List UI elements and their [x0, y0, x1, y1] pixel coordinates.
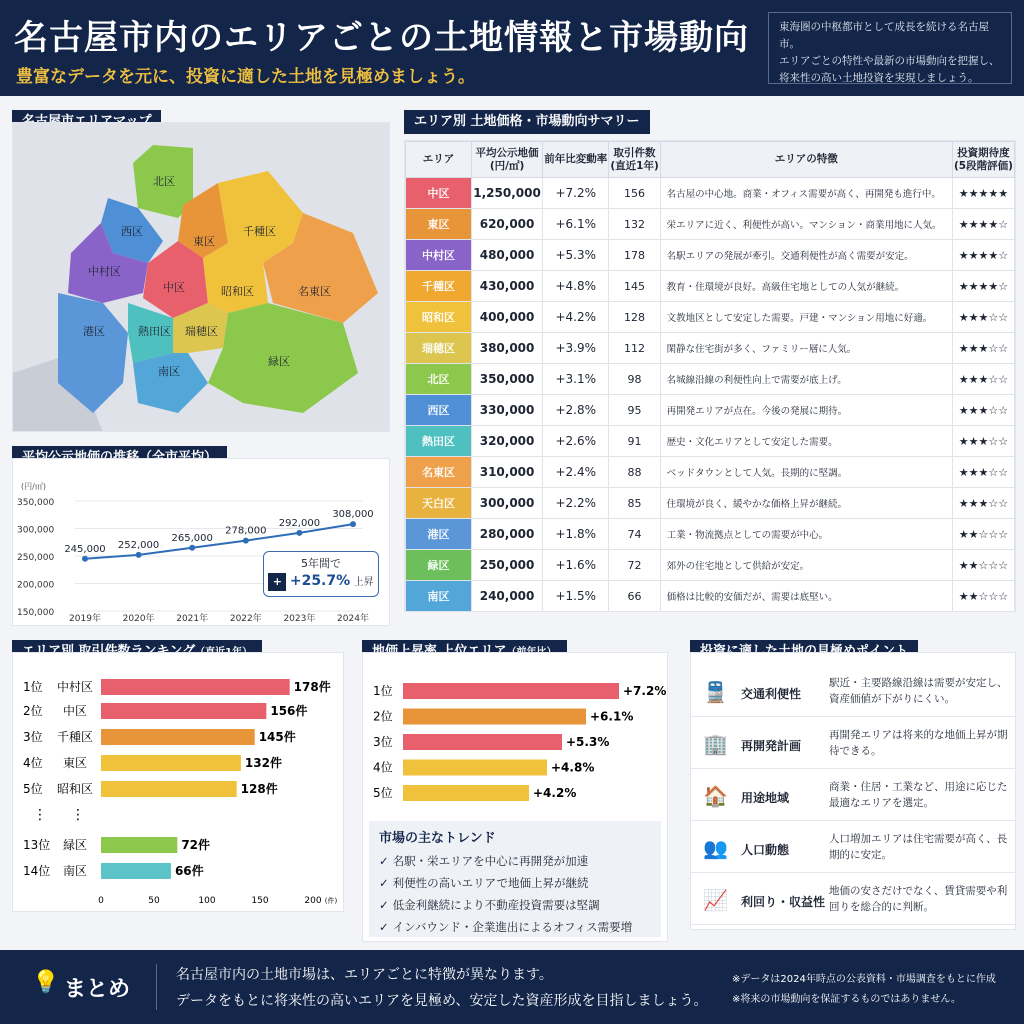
trend-item	[379, 872, 651, 894]
rank-value: 145件	[258, 730, 296, 744]
feature-cell: 郊外の住宅地として供給が安定。	[660, 550, 952, 581]
table-row	[406, 519, 1015, 550]
summary-table	[405, 141, 1015, 612]
data-label: 308,000	[332, 509, 374, 521]
table-row	[406, 581, 1015, 612]
check-icon: ✓	[379, 898, 393, 912]
footer	[0, 950, 1024, 1024]
page-subtitle: 豊富なデータを元に、投資に適した土地を見極めましょう。	[16, 67, 475, 87]
count-cell: 98	[609, 364, 660, 395]
stars-cell: ★★★☆☆	[952, 333, 1014, 364]
table-row	[406, 333, 1015, 364]
tips-panel	[690, 652, 1016, 930]
table-row	[406, 457, 1015, 488]
price-cell: 250,000	[472, 550, 543, 581]
tip-row	[691, 823, 1017, 873]
y-tick-label: 250,000	[17, 553, 55, 563]
feature-cell: 名駅エリアの発展が牽引。交通利便性が高く需要が安定。	[660, 240, 952, 271]
price-cell: 400,000	[472, 302, 543, 333]
summary-table-panel	[404, 140, 1016, 612]
data-point	[350, 521, 356, 527]
change-cell: +1.5%	[543, 581, 609, 612]
rise-value: +6.1%	[590, 709, 634, 724]
rise-bar	[403, 734, 562, 750]
callout-suffix: 上昇	[353, 577, 374, 588]
count-cell: 85	[609, 488, 660, 519]
building-icon: 🏢	[703, 732, 728, 756]
stars-cell: ★★★★☆	[952, 209, 1014, 240]
area-cell: 名東区	[406, 457, 472, 488]
area-cell: 熱田区	[406, 426, 472, 457]
rank-position: 1位	[23, 680, 43, 694]
count-cell: 66	[609, 581, 660, 612]
data-point	[296, 530, 302, 536]
count-cell: 95	[609, 395, 660, 426]
price-cell: 310,000	[472, 457, 543, 488]
header-note-line: 将来性の高い土地投資を実現しましょう。	[779, 72, 979, 84]
data-label: 278,000	[225, 525, 267, 537]
trend-chart-panel	[12, 458, 390, 626]
stars-cell: ★★★☆☆	[952, 488, 1014, 519]
rank-area-name: 中区	[62, 704, 88, 718]
tip-desc: 商業・住居・工業など、用途に応じた最適なエリアを選定。	[829, 781, 1008, 809]
change-cell: +1.6%	[543, 550, 609, 581]
x-tick-label: 2020年	[122, 614, 155, 624]
tip-label: 人口動態	[741, 843, 790, 857]
table-header: 平均公示地価 (円/㎡)	[472, 142, 543, 178]
ward-label: 中村区	[88, 266, 121, 278]
trend-chart	[13, 459, 389, 625]
ward-label: 名東区	[298, 286, 331, 298]
count-cell: 132	[609, 209, 660, 240]
rank-value: 66件	[174, 864, 204, 878]
stars-cell: ★★☆☆☆	[952, 581, 1014, 612]
table-row	[406, 488, 1015, 519]
footer-divider	[156, 964, 157, 1010]
ellipsis: ⋮	[33, 807, 47, 823]
area-map	[12, 122, 390, 432]
ward-label: 中区	[163, 282, 185, 294]
change-cell: +6.1%	[543, 209, 609, 240]
table-header: 投資期待度 (5段階評価)	[952, 142, 1014, 178]
ward-shape-minami	[133, 353, 208, 413]
price-cell: 480,000	[472, 240, 543, 271]
x-unit-label: (件)	[324, 897, 338, 905]
table-row	[406, 364, 1015, 395]
x-tick-label: 200	[304, 896, 322, 906]
check-icon: ✓	[379, 854, 393, 868]
area-cell: 千種区	[406, 271, 472, 302]
feature-cell: 栄エリアに近く、利便性が高い。マンション・商業用地に人気。	[660, 209, 952, 240]
area-cell: 港区	[406, 519, 472, 550]
rank-bar	[101, 863, 171, 879]
rank-area-name: 昭和区	[56, 782, 94, 796]
tip-row	[691, 667, 1017, 717]
data-label: 292,000	[278, 517, 321, 529]
header-note	[768, 12, 1012, 84]
data-point	[189, 545, 195, 551]
footer-line: データをもとに将来性の高いエリアを見極め、安定した資産形成を目指しましょう。	[176, 993, 708, 1009]
rank-area-name: 緑区	[62, 838, 88, 852]
rank-position: 5位	[23, 782, 43, 796]
table-row	[406, 271, 1015, 302]
table-row	[406, 550, 1015, 581]
tip-desc: 地価の安さだけでなく、賃貸需要や利回りを総合的に判断。	[829, 885, 1008, 913]
change-cell: +4.8%	[543, 271, 609, 302]
x-tick-label: 2023年	[283, 614, 316, 624]
rank-area-name: 千種区	[56, 730, 94, 744]
x-tick-label: 2024年	[337, 614, 369, 624]
count-cell: 72	[609, 550, 660, 581]
rank-bar	[101, 837, 177, 853]
rise-value: +4.8%	[551, 760, 595, 775]
check-icon: ✓	[379, 876, 393, 890]
footer-line: 名古屋市内の土地市場は、エリアごとに特徴が異なります。	[176, 967, 553, 983]
tip-desc: 人口増加エリアは住宅需要が高く、長期的に安定。	[829, 833, 1008, 861]
ward-label: 熱田区	[138, 326, 171, 338]
rise-bar	[403, 683, 619, 699]
tip-row	[691, 875, 1017, 925]
feature-cell: 文教地区として安定した需要。戸建・マンション用地に好適。	[660, 302, 952, 333]
change-cell: +3.1%	[543, 364, 609, 395]
data-label: 245,000	[64, 543, 106, 555]
data-label: 252,000	[117, 539, 160, 551]
rank-value: 132件	[244, 756, 282, 770]
x-tick-label: 2019年	[69, 614, 101, 624]
price-cell: 380,000	[472, 333, 543, 364]
page-title: 名古屋市内のエリアごとの土地情報と市場動向	[14, 18, 749, 58]
data-point	[136, 552, 142, 558]
rise-value: +7.2%	[623, 684, 667, 698]
feature-cell: 再開発エリアが点在。今後の発展に期待。	[660, 395, 952, 426]
callout-value: +25.7%	[289, 573, 351, 589]
y-tick-label: 150,000	[17, 608, 55, 618]
stars-cell: ★★★☆☆	[952, 457, 1014, 488]
ellipsis: ⋮	[71, 807, 85, 823]
x-tick-label: 150	[251, 896, 269, 906]
people-icon: 👥	[703, 836, 728, 860]
table-header: エリア	[406, 142, 472, 178]
x-tick-label: 2022年	[229, 614, 262, 624]
rank-position: 14位	[23, 864, 51, 878]
trend-text: インバウンド・企業進出によるオフィス需要増	[392, 920, 633, 934]
y-tick-label: 200,000	[17, 580, 55, 591]
y-tick-label: 300,000	[17, 525, 55, 536]
stars-cell: ★★☆☆☆	[952, 519, 1014, 550]
rise-chart	[362, 652, 668, 942]
header	[0, 0, 1024, 96]
rank-bar	[101, 679, 290, 695]
rank-area-name: 中村区	[56, 680, 94, 694]
x-tick-label: 0	[98, 896, 104, 906]
table-row	[406, 395, 1015, 426]
rise-rank: 5位	[373, 786, 393, 800]
trend-text: 利便性の高いエリアで地価上昇が継続	[392, 876, 589, 890]
area-cell: 北区	[406, 364, 472, 395]
ward-label: 北区	[153, 176, 175, 188]
rank-area-name: 南区	[62, 864, 88, 878]
rank-value: 178件	[293, 680, 331, 694]
count-cell: 88	[609, 457, 660, 488]
rank-value: 128件	[240, 782, 278, 796]
tip-row	[691, 719, 1017, 769]
data-point	[243, 538, 249, 544]
area-cell: 昭和区	[406, 302, 472, 333]
ward-label: 港区	[83, 326, 105, 338]
rank-bar	[101, 781, 237, 797]
feature-cell: 教育・住環境が良好。高級住宅地としての人気が継続。	[660, 271, 952, 302]
trend-item	[379, 894, 651, 916]
change-cell: +2.8%	[543, 395, 609, 426]
change-cell: +4.2%	[543, 302, 609, 333]
train-icon: 🚆	[703, 680, 728, 704]
rank-position: 13位	[23, 838, 51, 852]
trend-callout	[263, 551, 379, 597]
footer-note: ※将来の市場動向を保証するものではありません。	[732, 994, 961, 1005]
price-cell: 330,000	[472, 395, 543, 426]
ward-label: 西区	[121, 226, 143, 238]
area-cell: 緑区	[406, 550, 472, 581]
rank-bar	[101, 729, 255, 745]
price-cell: 240,000	[472, 581, 543, 612]
count-cell: 128	[609, 302, 660, 333]
area-cell: 中村区	[406, 240, 472, 271]
count-cell: 74	[609, 519, 660, 550]
y-unit-label: (円/㎡)	[21, 482, 46, 491]
area-cell: 西区	[406, 395, 472, 426]
tip-label: 交通利便性	[741, 687, 802, 701]
rank-bar	[101, 755, 241, 771]
change-cell: +1.8%	[543, 519, 609, 550]
rise-bar	[403, 785, 529, 801]
stars-cell: ★★★☆☆	[952, 395, 1014, 426]
plus-icon: +	[268, 573, 286, 591]
feature-cell: 閑静な住宅街が多く、ファミリー層に人気。	[660, 333, 952, 364]
price-cell: 280,000	[472, 519, 543, 550]
trend-text: 低金利継続により不動産投資需要は堅調	[392, 898, 600, 912]
ward-label: 昭和区	[221, 286, 254, 298]
price-cell: 320,000	[472, 426, 543, 457]
trend-item	[379, 916, 651, 938]
stars-cell: ★★★★☆	[952, 271, 1014, 302]
stars-cell: ★★★★★	[952, 178, 1014, 209]
area-cell: 天白区	[406, 488, 472, 519]
ward-label: 千種区	[243, 226, 276, 238]
rise-value: +5.3%	[566, 735, 610, 749]
feature-cell: 歴史・文化エリアとして安定した需要。	[660, 426, 952, 457]
chart-icon: 📈	[703, 888, 728, 912]
ward-label: 南区	[158, 366, 180, 378]
table-header: 前年比変動率	[543, 142, 609, 178]
trends-title: 市場の主なトレンド	[379, 831, 496, 846]
table-header: 取引件数 (直近1年)	[609, 142, 660, 178]
tip-desc: 再開発エリアは将来的な地価上昇が期待できる。	[829, 729, 1008, 757]
count-cell: 91	[609, 426, 660, 457]
lightbulb-icon: 💡	[32, 970, 60, 995]
ward-label: 瑞穂区	[185, 326, 218, 338]
tip-row	[691, 771, 1017, 821]
price-cell: 1,250,000	[472, 178, 543, 209]
data-point	[82, 556, 88, 562]
rank-value: 156件	[270, 704, 308, 718]
x-tick-label: 50	[148, 896, 160, 906]
count-cell: 145	[609, 271, 660, 302]
price-cell: 430,000	[472, 271, 543, 302]
area-cell: 東区	[406, 209, 472, 240]
footer-note: ※データは2024年時点の公表資料・市場調査をもとに作成	[732, 974, 996, 985]
feature-cell: ベッドタウンとして人気。長期的に堅調。	[660, 457, 952, 488]
summary-title: エリア別 土地価格・市場動向サマリー	[404, 110, 650, 134]
callout-line: 5年間で	[301, 557, 341, 570]
data-label: 265,000	[171, 532, 213, 544]
table-row	[406, 178, 1015, 209]
price-cell: 300,000	[472, 488, 543, 519]
map-svg	[13, 123, 390, 432]
tip-label: 利回り・収益性	[741, 895, 826, 909]
rank-area-name: 東区	[62, 756, 88, 770]
stars-cell: ★★★☆☆	[952, 426, 1014, 457]
change-cell: +2.4%	[543, 457, 609, 488]
stars-cell: ★★★★☆	[952, 240, 1014, 271]
feature-cell: 名城線沿線の利便性向上で需要が底上げ。	[660, 364, 952, 395]
header-note-line: エリアごとの特性や最新の市場動向を把握し、	[779, 55, 1000, 67]
change-cell: +2.2%	[543, 488, 609, 519]
change-cell: +7.2%	[543, 178, 609, 209]
ward-label: 東区	[193, 236, 215, 248]
trends-box	[369, 821, 661, 937]
x-tick-label: 2021年	[176, 614, 209, 624]
change-cell: +5.3%	[543, 240, 609, 271]
header-note-line: 東海圏の中枢都市として成長を続ける名古屋市。	[779, 21, 989, 50]
change-cell: +2.6%	[543, 426, 609, 457]
count-cell: 178	[609, 240, 660, 271]
rise-bar	[403, 760, 547, 776]
feature-cell: 住環境が良く、緩やかな価格上昇が継続。	[660, 488, 952, 519]
rank-value: 72件	[181, 838, 211, 852]
rise-rank: 2位	[373, 709, 393, 724]
stars-cell: ★★★☆☆	[952, 364, 1014, 395]
table-row	[406, 302, 1015, 333]
tip-desc: 駅近・主要路線沿線は需要が安定し、資産価値が下がりにくい。	[829, 677, 1008, 705]
feature-cell: 工業・物流拠点としての需要が中心。	[660, 519, 952, 550]
table-row	[406, 426, 1015, 457]
feature-cell: 価格は比較的安価だが、需要は底堅い。	[660, 581, 952, 612]
rank-position: 3位	[23, 730, 43, 744]
rise-rank: 1位	[373, 684, 393, 698]
trend-text: 名駅・栄エリアを中心に再開発が加速	[392, 854, 589, 868]
table-row	[406, 240, 1015, 271]
area-cell: 南区	[406, 581, 472, 612]
ward-label: 緑区	[268, 356, 290, 368]
table-header: エリアの特徴	[660, 142, 952, 178]
price-cell: 620,000	[472, 209, 543, 240]
rank-bar	[101, 703, 266, 719]
rise-bar	[403, 709, 586, 725]
trend-item	[379, 850, 651, 872]
feature-cell: 名古屋の中心地。商業・オフィス需要が高く、再開発も進行中。	[660, 178, 952, 209]
y-tick-label: 350,000	[17, 498, 55, 508]
rise-rank: 4位	[373, 760, 393, 775]
ranking-chart	[12, 652, 344, 912]
ranking-svg	[13, 653, 343, 911]
count-cell: 112	[609, 333, 660, 364]
price-cell: 350,000	[472, 364, 543, 395]
tip-label: 用途地域	[741, 791, 790, 805]
x-tick-label: 100	[198, 896, 216, 906]
rank-position: 4位	[23, 756, 43, 770]
area-cell: 中区	[406, 178, 472, 209]
rank-position: 2位	[23, 704, 43, 718]
house-icon: 🏠	[703, 784, 728, 808]
rise-value: +4.2%	[533, 786, 577, 800]
footer-label: まとめ	[64, 977, 131, 1002]
change-cell: +3.9%	[543, 333, 609, 364]
tip-label: 再開発計画	[741, 739, 802, 753]
table-row	[406, 209, 1015, 240]
rise-rank: 3位	[373, 735, 393, 749]
check-icon: ✓	[379, 920, 393, 934]
area-cell: 瑞穂区	[406, 333, 472, 364]
stars-cell: ★★★☆☆	[952, 302, 1014, 333]
count-cell: 156	[609, 178, 660, 209]
stars-cell: ★★☆☆☆	[952, 550, 1014, 581]
rise-svg	[363, 653, 667, 813]
